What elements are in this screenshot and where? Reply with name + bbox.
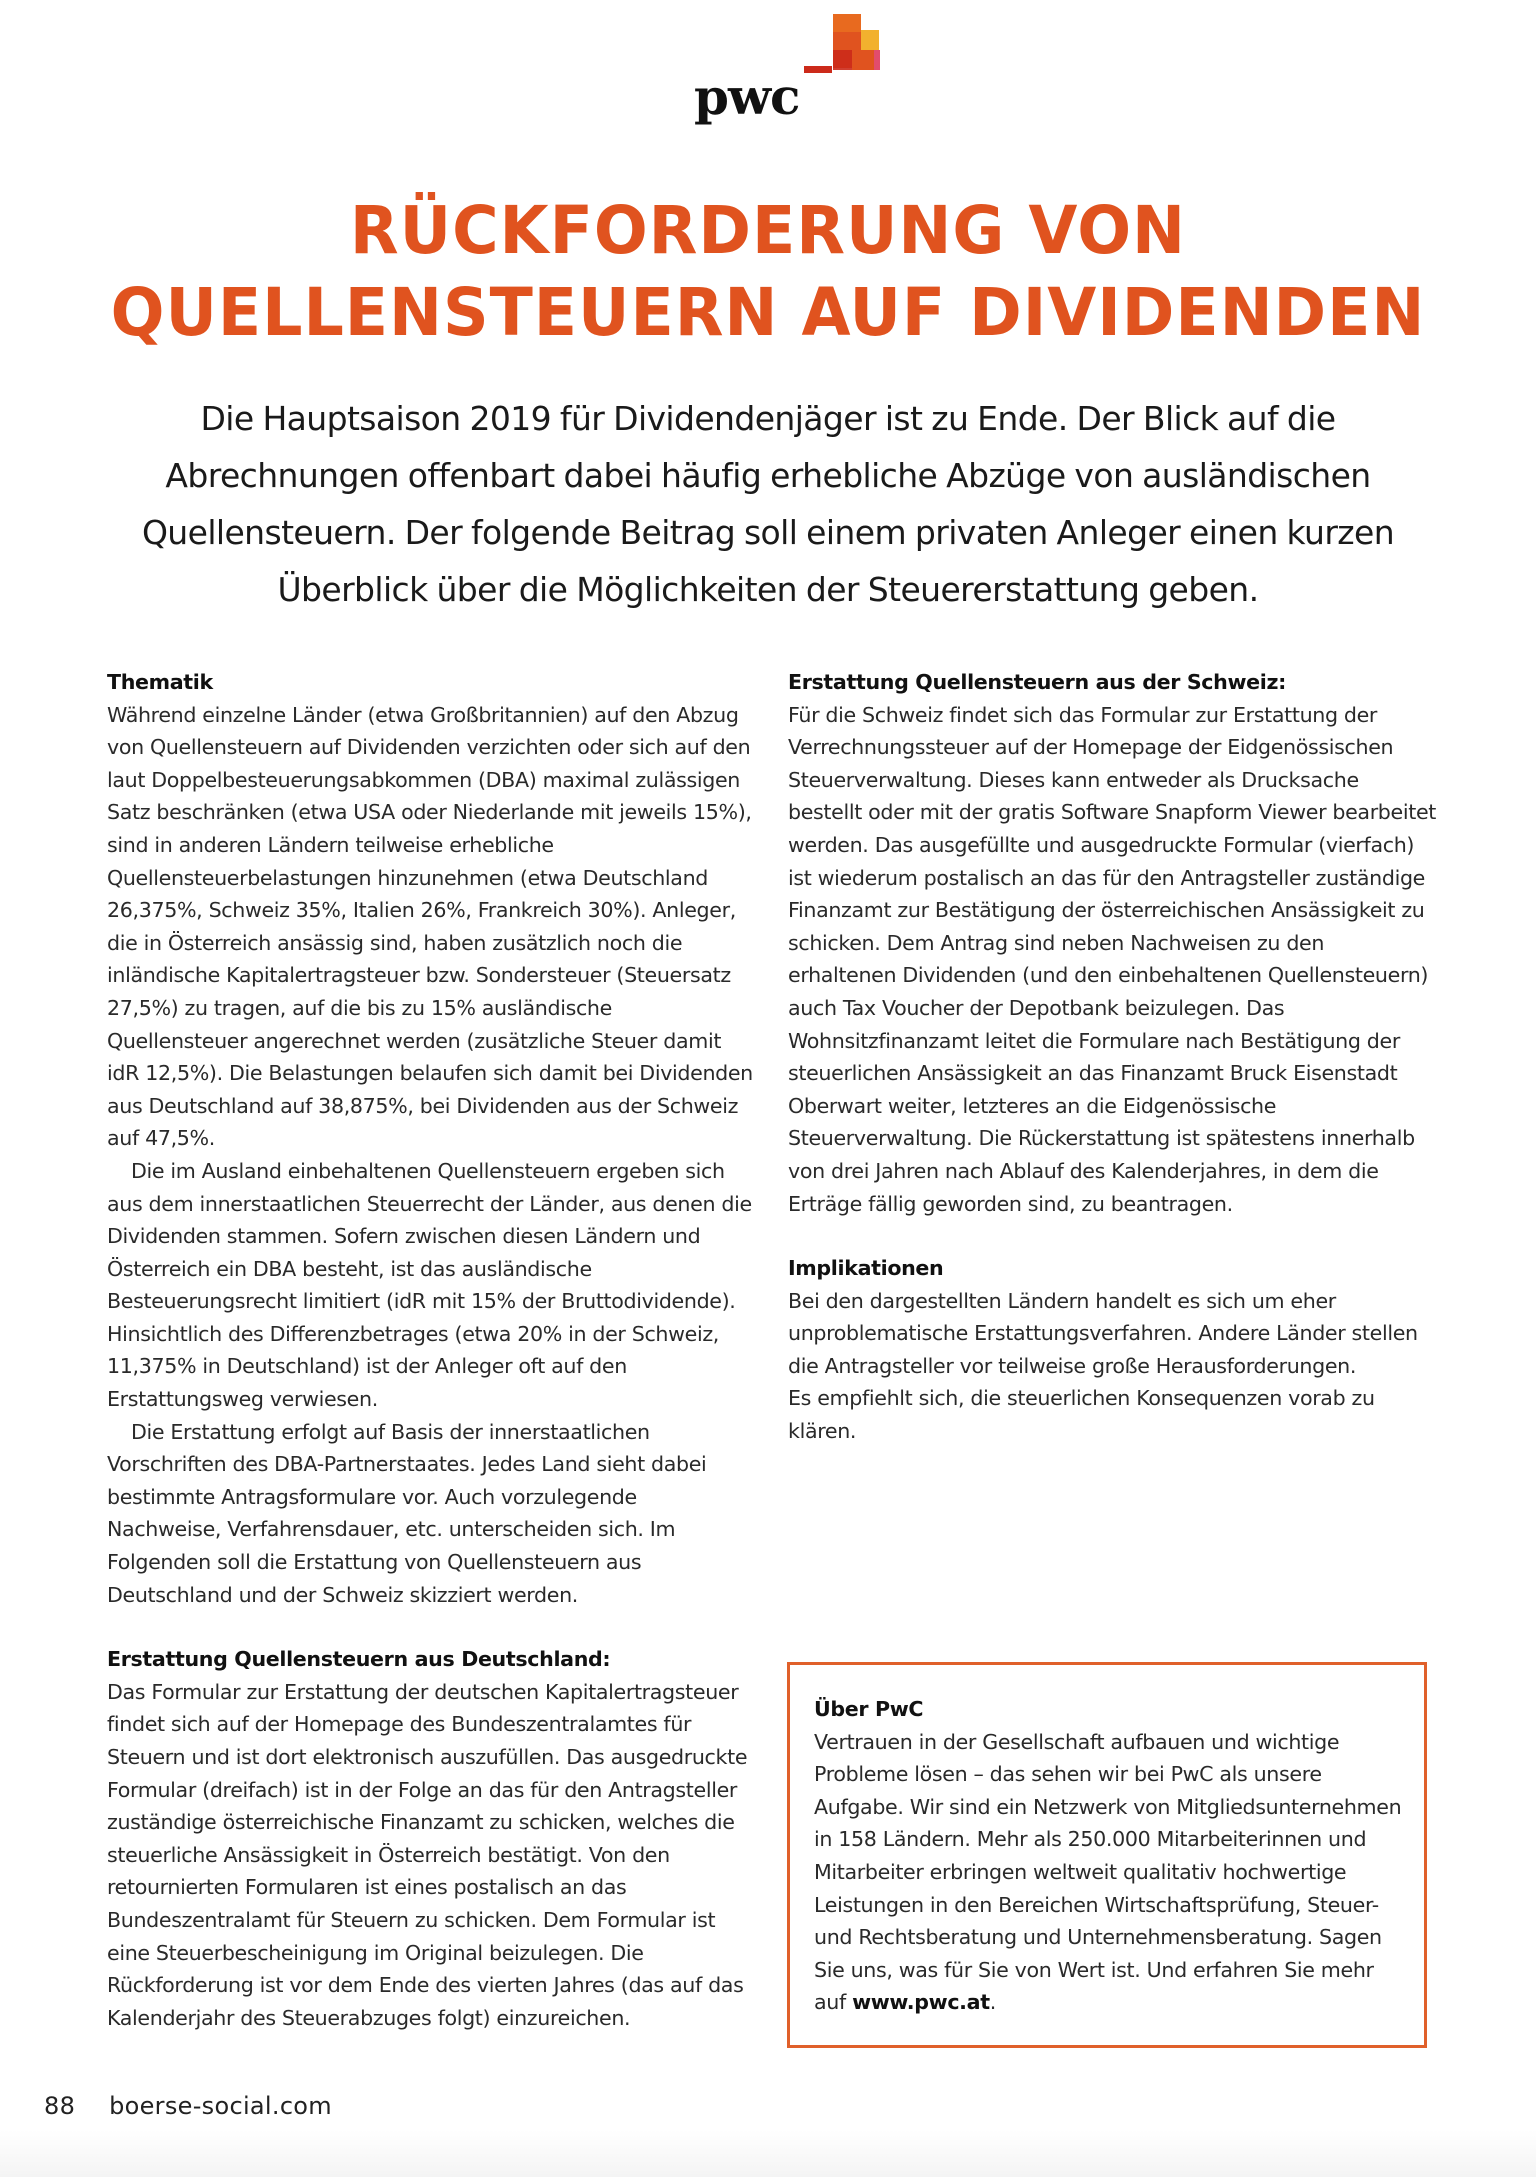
- left-column: [107, 666, 757, 2034]
- about-text: [814, 1726, 1402, 2019]
- title-line-2: QUELLENSTEUERN AUF DIVIDENDEN: [110, 274, 1426, 351]
- schweiz-paragraph: Für die Schweiz findet sich das Formular zur Erstattung der Verrechnungssteuer auf der Homepage der Eidgenössischen Steuerverwaltung. Dieses kann entweder als Drucksache bestellt oder mit der gratis Software Snapform Viewer bearbeitet werden. Das ausgefüllte und ausgedruckte Formular (vierfach) ist wiederum postalisch an das für den Antragsteller zuständige Finanzamt zur Bestätigung der österreichischen Ansässigkeit zu schicken. Dem Antrag sind neben Nachweisen zu den erhaltenen Dividenden (und den einbehaltenen Quellensteuern) auch Tax Voucher der Depotbank beizulegen. Das Wohnsitzfinanzamt leitet die Formulare nach Bestätigung der steuerlichen Ansässigkeit an das Finanzamt Bruck Eisenstadt Oberwart weiter, letzteres an die Eidgenössische Steuerverwaltung. Die Rückerstattung ist spätestens innerhalb von drei Jahren nach Ablauf des Kalenderjahres, in dem die Erträge fällig geworden sind, zu beantragen.: [788, 702, 1436, 1216]
- about-pwc-box: [787, 1662, 1427, 2048]
- section-heading-implikationen: Implikationen: [788, 1256, 944, 1281]
- pwc-wordmark: pwc: [694, 67, 800, 126]
- footer-site: boerse-social.com: [109, 2092, 332, 2120]
- article-lead: Die Hauptsaison 2019 für Dividendenjäger ist zu Ende. Der Blick auf die Abrechnungen offenbart dabei häufig erhebliche Abzüge von ausländischen Quellensteuern. Der folgende Beitrag soll einem privaten Anleger einen kurzen Überblick über die Möglichkeiten der Steuererstattung geben.: [141, 399, 1395, 609]
- about-body: Vertrauen in der Gesellschaft aufbauen und wichtige Probleme lösen – das sehen wir bei PwC als unsere Aufgabe. Wir sind ein Netzwerk von Mitgliedsunternehmen in 158 Ländern. Mehr als 250.000 Mitarbeiterinnen und Mitarbeiter erbringen weltweit qualitativ hochwertige Leistungen in den Bereichen Wirtschaftsprüfung, Steuer- und Rechtsberatung und Unternehmensberatung. Sagen Sie uns, was für Sie von Wert ist. Und erfahren Sie mehr auf: [814, 1729, 1402, 2015]
- section-heading-thematik: Thematik: [107, 670, 213, 694]
- thematik-paragraph-2: Die im Ausland einbehaltenen Quellensteuern ergeben sich aus dem innerstaatlichen Steuerrecht der Länder, aus denen die Dividenden stammen. Sofern zwischen diesen Ländern und Österreich ein DBA besteht, ist das ausländische Besteuerungsrecht limitiert (idR mit 15% der Bruttodividende). Hinsichtlich des Differenzbetrages (etwa 20% in der Schweiz, 11,375% in Deutschland) ist der Anleger oft auf den Erstattungsweg verwiesen.: [107, 1158, 752, 1412]
- title-line-1: RÜCKFORDERUNG VON: [349, 192, 1187, 269]
- implikationen-paragraph-1: Bei den dargestellten Ländern handelt es sich um eher unproblematische Erstattungsverfahren. Andere Länder stellen die Antragsteller vor teilweise große Herausforderungen.: [788, 1288, 1418, 1378]
- section-heading-schweiz: Erstattung Quellensteuern aus der Schweiz:: [788, 670, 1287, 694]
- about-suffix: .: [989, 1990, 996, 2015]
- article-title: [31, 190, 1506, 354]
- implikationen-paragraph-2: Es empfiehlt sich, die steuerlichen Konsequenzen vorab zu klären.: [788, 1386, 1375, 1444]
- page-number: 88: [44, 2092, 76, 2120]
- deutschland-paragraph: Das Formular zur Erstattung der deutschen Kapitalertragsteuer findet sich auf der Homepage des Bundeszentralamtes für Steuern und ist dort elektronisch auszufüllen. Das ausgedruckte Formular (dreifach) ist in der Folge an das für den Antragsteller zuständige österreichische Finanzamt zu schicken, welches die steuerliche Ansässigkeit in Österreich bestätigt. Von den retournierten Formularen ist eines postalisch an das Bundeszentralamt für Steuern zu schicken. Dem Formular ist eine Steuerbescheinigung im Original beizulegen. Die Rückforderung ist vor dem Ende des vierten Jahres (das auf das Kalenderjahr des Steuerabzuges folgt) einzureichen.: [107, 1679, 748, 2030]
- right-column: [788, 666, 1438, 1448]
- thematik-paragraph-3: Die Erstattung erfolgt auf Basis der innerstaatlichen Vorschriften des DBA-Partnerstaates. Jedes Land sieht dabei bestimmte Antragsformulare vor. Auch vorzulegende Nachweise, Verfahrensdauer, etc. unterscheiden sich. Im Folgenden soll die Erstattung von Quellensteuern aus Deutschland und der Schweiz skizziert werden.: [107, 1419, 707, 1607]
- section-heading-deutschland: Erstattung Quellensteuern aus Deutschland:: [107, 1647, 611, 1672]
- thematik-paragraph-1: Während einzelne Länder (etwa Großbritannien) auf den Abzug von Quellensteuern auf Dividenden verzichten oder sich auf den laut Doppelbesteuerungsabkommen (DBA) maximal zulässigen Satz beschränken (etwa USA oder Niederlande mit jeweils 15%), sind in anderen Ländern teilweise erhebliche Quellensteuerbelastungen hinzunehmen (etwa Deutschland 26,375%, Schweiz 35%, Italien 26%, Frankreich 30%). Anleger, die in Österreich ansässig sind, haben zusätzlich noch die inländische Kapitalertragsteuer bzw. Sondersteuer (Steuersatz 27,5%) zu tragen, auf die bis zu 15% ausländische Quellensteuer angerechnet werden (zusätzliche Steuer damit idR 12,5%). Die Belastungen belaufen sich damit bei Dividenden aus Deutschland auf 38,875%, bei Dividenden aus der Schweiz auf 47,5%.: [107, 702, 753, 1151]
- footer-shade: [0, 2130, 1536, 2177]
- pwc-website-link[interactable]: www.pwc.at: [852, 1990, 990, 2015]
- about-heading: Über PwC: [814, 1697, 924, 1721]
- page-footer: [44, 2092, 332, 2120]
